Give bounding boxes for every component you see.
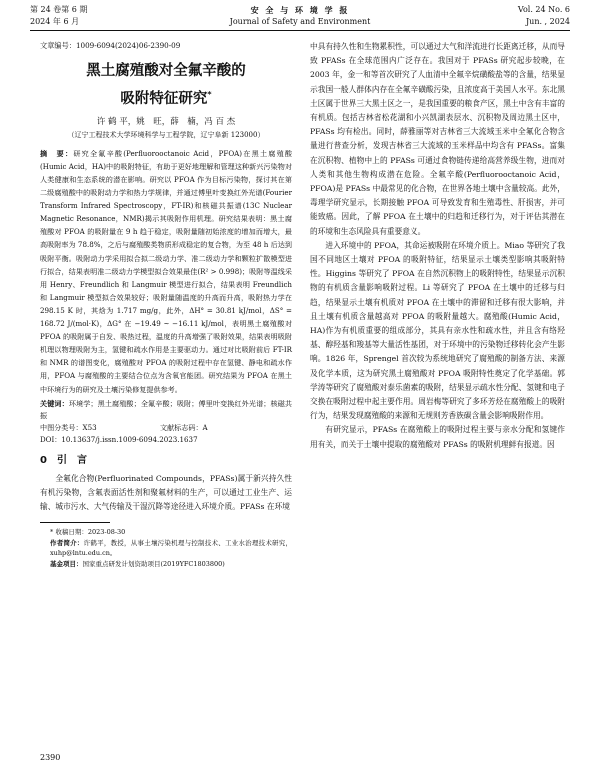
received-label: * 收稿日期： <box>50 528 88 537</box>
fund-label: 基金项目： <box>50 559 83 568</box>
page-number: 2390 <box>40 753 61 762</box>
fund-text: 国家重点研发计划资助项目(2019YFC1803800) <box>82 559 225 568</box>
intro-paragraph-left: 全氟化合物(Perfluorinated Compounds，PFASs)属于新兴持久性有机污染物，含氟表面活性剂和聚氟材料的生产，可以通过工业生产、运输、城市污水、大气传输及干湿沉降等途径进入环境介质。PFASs 在环境 <box>40 473 292 512</box>
abstract-label: 摘 要： <box>40 148 74 158</box>
article-number: 文章编号：1009-6094(2024)06-2390-09 <box>40 41 181 50</box>
running-header <box>30 4 570 32</box>
section-title: 引 言 <box>56 454 87 466</box>
journal-title-en: Journal of Safety and Environment <box>229 17 371 26</box>
keywords-text: 环境学；黑土腐殖酸；全氟辛酸；吸附；傅里叶变换红外光谱；核磁共振 <box>40 398 292 420</box>
issue-label: 第 24 卷第 6 期 <box>30 5 88 14</box>
footnote-received <box>40 527 292 538</box>
received-date: 2023-08-30 <box>87 528 126 537</box>
footnote-divider <box>40 522 110 523</box>
doi: DOI：10.13637/j.issn.1009-6094.2023.1637 <box>40 434 198 444</box>
footnote-author <box>40 538 292 559</box>
date-label: 2024 年 6 月 <box>30 17 80 26</box>
author-bio: 许鹤平，教授，从事土壤污染机理与控制技术、工业水治理技术研究，xuhp@lntu.edu.cn。 <box>50 538 293 558</box>
body-paragraph-1: 中具有持久性和生物累积性，可以通过大气和洋流进行长距离迁移，从而导致 PFASs 在全球范围内广泛存在。我国对于 PFASs 研究起步较晚，在 2003 年，金一和等首次研究了人血清中全氟辛烷磺酸盐等的含量，结果显示我国一般人群体内存在全氟辛磺酸污染，且浓度高于美国人水平。东北黑土区属于世界三大黑土区之一，是我国重要的粮食产区，黑土中含有丰富的有机质。包括吉林省松花湖和小兴凯湖表层水、沉积物及周边黑土区中，PFASs 均有检出。同时，薛雅丽等对吉林省三大流域玉米中全氟化合物含量进行普查分析，发现吉林省三大流域的玉米样品中均含有 PFASs。富集在沉积物、植物中上的 PFASs 可通过食物链传递给高营养级生物，进而对人类和其他生物构成潜在危险。全氟辛酸(Perfluorooctanoic Acid，PFOA)是 PFASs 中最常见的化合物，在世界各地土壤中含量较高。此外，毒理学研究显示，长期接触 PFOA 可导致发育和生殖毒性、肝损害，并可能致癌。因此，了解 PFOA 在土壤中的归趋和迁移行为，对于评估其潜在的环境和生态风险具有重要意义。 <box>310 42 565 236</box>
abstract-text: 研究全氟辛酸(Perfluorooctanoic Acid，PFOA)在黑土腐殖酸(Humic Acid，HA)中的吸附特征，有助于更好地理解和管理这种新兴污染物对人类健康和生态系统的潜在影响。研究以 PFOA 作为目标污染物，探讨其在第二级腐殖酸中的吸附动力学和热力学规律，并通过傅里叶变换红外光谱(Fourier Transform Infrared Spectroscopy，FT-IR)和核磁共振谱(13C Nuclear Magnetic Resonance，NMR)揭示其吸附作用机理。研究结果表明：黑土腐殖酸对 PFOA 的吸附量在 9 h 趋于稳定，吸附量随初始浓度的增加而增大，最高吸附率为 78.8%，之后与腐殖酸类物质形成稳定的复合物，为至 48 h 后达到吸附平衡。吸附动力学采用拟合拟二级动力学、准二级动力学和颗粒扩散模型进行拟合，结果表明准二级动力学模型拟合效果最佳(R² > 0.998)；吸附等温线采用 Henry、Freundlich 和 Langmuir 模型进行拟合，结果表明 Freundlich 和 Langmuir 模型拟合效果较好；吸附量随温度的升高而升高，吸附热力学在 298.15 K 时，其焓为 1.717 mg/g，此外，ΔH° = 30.81 kJ/mol，ΔS° = 168.72 J/(mol·K)，ΔG° 在 −19.49 ~ −16.11 kJ/mol，表明黑土腐殖酸对 PFOA 的吸附属于自发、吸热过程，温度的升高增强了吸附效果，结果表明吸附机理以物理吸附为主，氢键和疏水作用是主要驱动力。通过对比吸附前后 FT-IR 和 NMR 的谱图变化，腐殖酸对 PFOA 的吸附过程中存在氢键、静电和疏水作用，PFOA 与腐殖酸的主要结合位点为含氧官能团。研究结果为 PFOA 在黑土中环境行为的研究及土壤污染修复提供参考。 <box>40 148 293 394</box>
classification-line <box>40 422 292 434</box>
author-bio-label: 作者简介： <box>50 538 84 547</box>
body-paragraph-3: 有研究显示，PFASs 在腐殖酸上的吸附过程主要与亲水分配和氢键作用有关，而关于土壤中提取的腐殖酸对 PFASs 的吸附机理鲜有报道。因 <box>310 425 565 449</box>
affiliation: （辽宁工程技术大学环境科学与工程学院，辽宁阜新 123000） <box>67 130 265 139</box>
left-column <box>40 40 292 569</box>
paper-title <box>40 59 292 111</box>
vol-issue-label: Vol. 24 No. 6 <box>517 5 570 14</box>
header-divider <box>30 30 570 31</box>
month-label: Jun. , 2024 <box>525 17 570 26</box>
section-heading-introduction <box>40 450 292 472</box>
right-column <box>310 40 565 452</box>
journal-title-cn: 安 全 与 环 境 学 报 <box>250 5 350 15</box>
section-number: 0 <box>40 454 47 466</box>
title-line-1: 黑土腐殖酸对全氟辛酸的 <box>86 63 246 79</box>
clc-number: 中图分类号：X53 <box>40 422 97 432</box>
document-code: 文献标志码：A <box>160 422 208 432</box>
keywords <box>40 398 292 422</box>
header-right <box>518 4 570 28</box>
keywords-label: 关键词： <box>40 398 69 408</box>
author-list: 许 鹤 平，姚 旺，薛 楠，冯 百 杰 <box>96 116 236 127</box>
header-center <box>30 4 570 28</box>
title-line-2-text: 吸附特征研究 <box>120 90 208 107</box>
title-line-2 <box>40 83 292 111</box>
title-footnote-mark: * <box>207 90 212 99</box>
abstract <box>40 147 292 396</box>
body-paragraph-2: 进入环境中的 PFOA，其命运被吸附在环境介质上。Miao 等研究了我国不同地区土壤对 PFOA 的吸附特征，结果显示土壤类型影响其吸附特性。Higgins 等研究了 PFOA 在自然沉积物上的吸附特性，结果显示沉积物的有机质含量影响吸附过程。Li 等研究了 PFOA 在土壤中的迁移与归趋，结果显示土壤有机质对 PFOA 在土壤中的滞留和迁移有很大影响，并且土壤有机质含量越高对 PFOA 的吸附量越大。腐殖酸(Humic Acid，HA)作为有机质重要的组成部分，其具有亲水性和疏水性，并且含有络羟基、醇羟基和羧基等大量活性基团，对于环境中的污染物迁移转化会产生影响。1826 年，Sprengel 首次较为系统地研究了腐殖酸的制备方法、来源及化学本质，这为研究黑土腐殖酸对 PFOA 吸附特性奠定了化学基础。郭学涛等研究了腐殖酸对泰乐菌素的吸附，结果显示疏水性分配、氢键和电子交换在吸附过程中起主要作用。周岩梅等研究了多环芳烃在腐殖酸上的吸附行为，结果发现腐殖酸的来源和无规则芳香族碳含量会影响吸附作用。 <box>310 240 565 421</box>
footnote-fund <box>40 559 292 570</box>
